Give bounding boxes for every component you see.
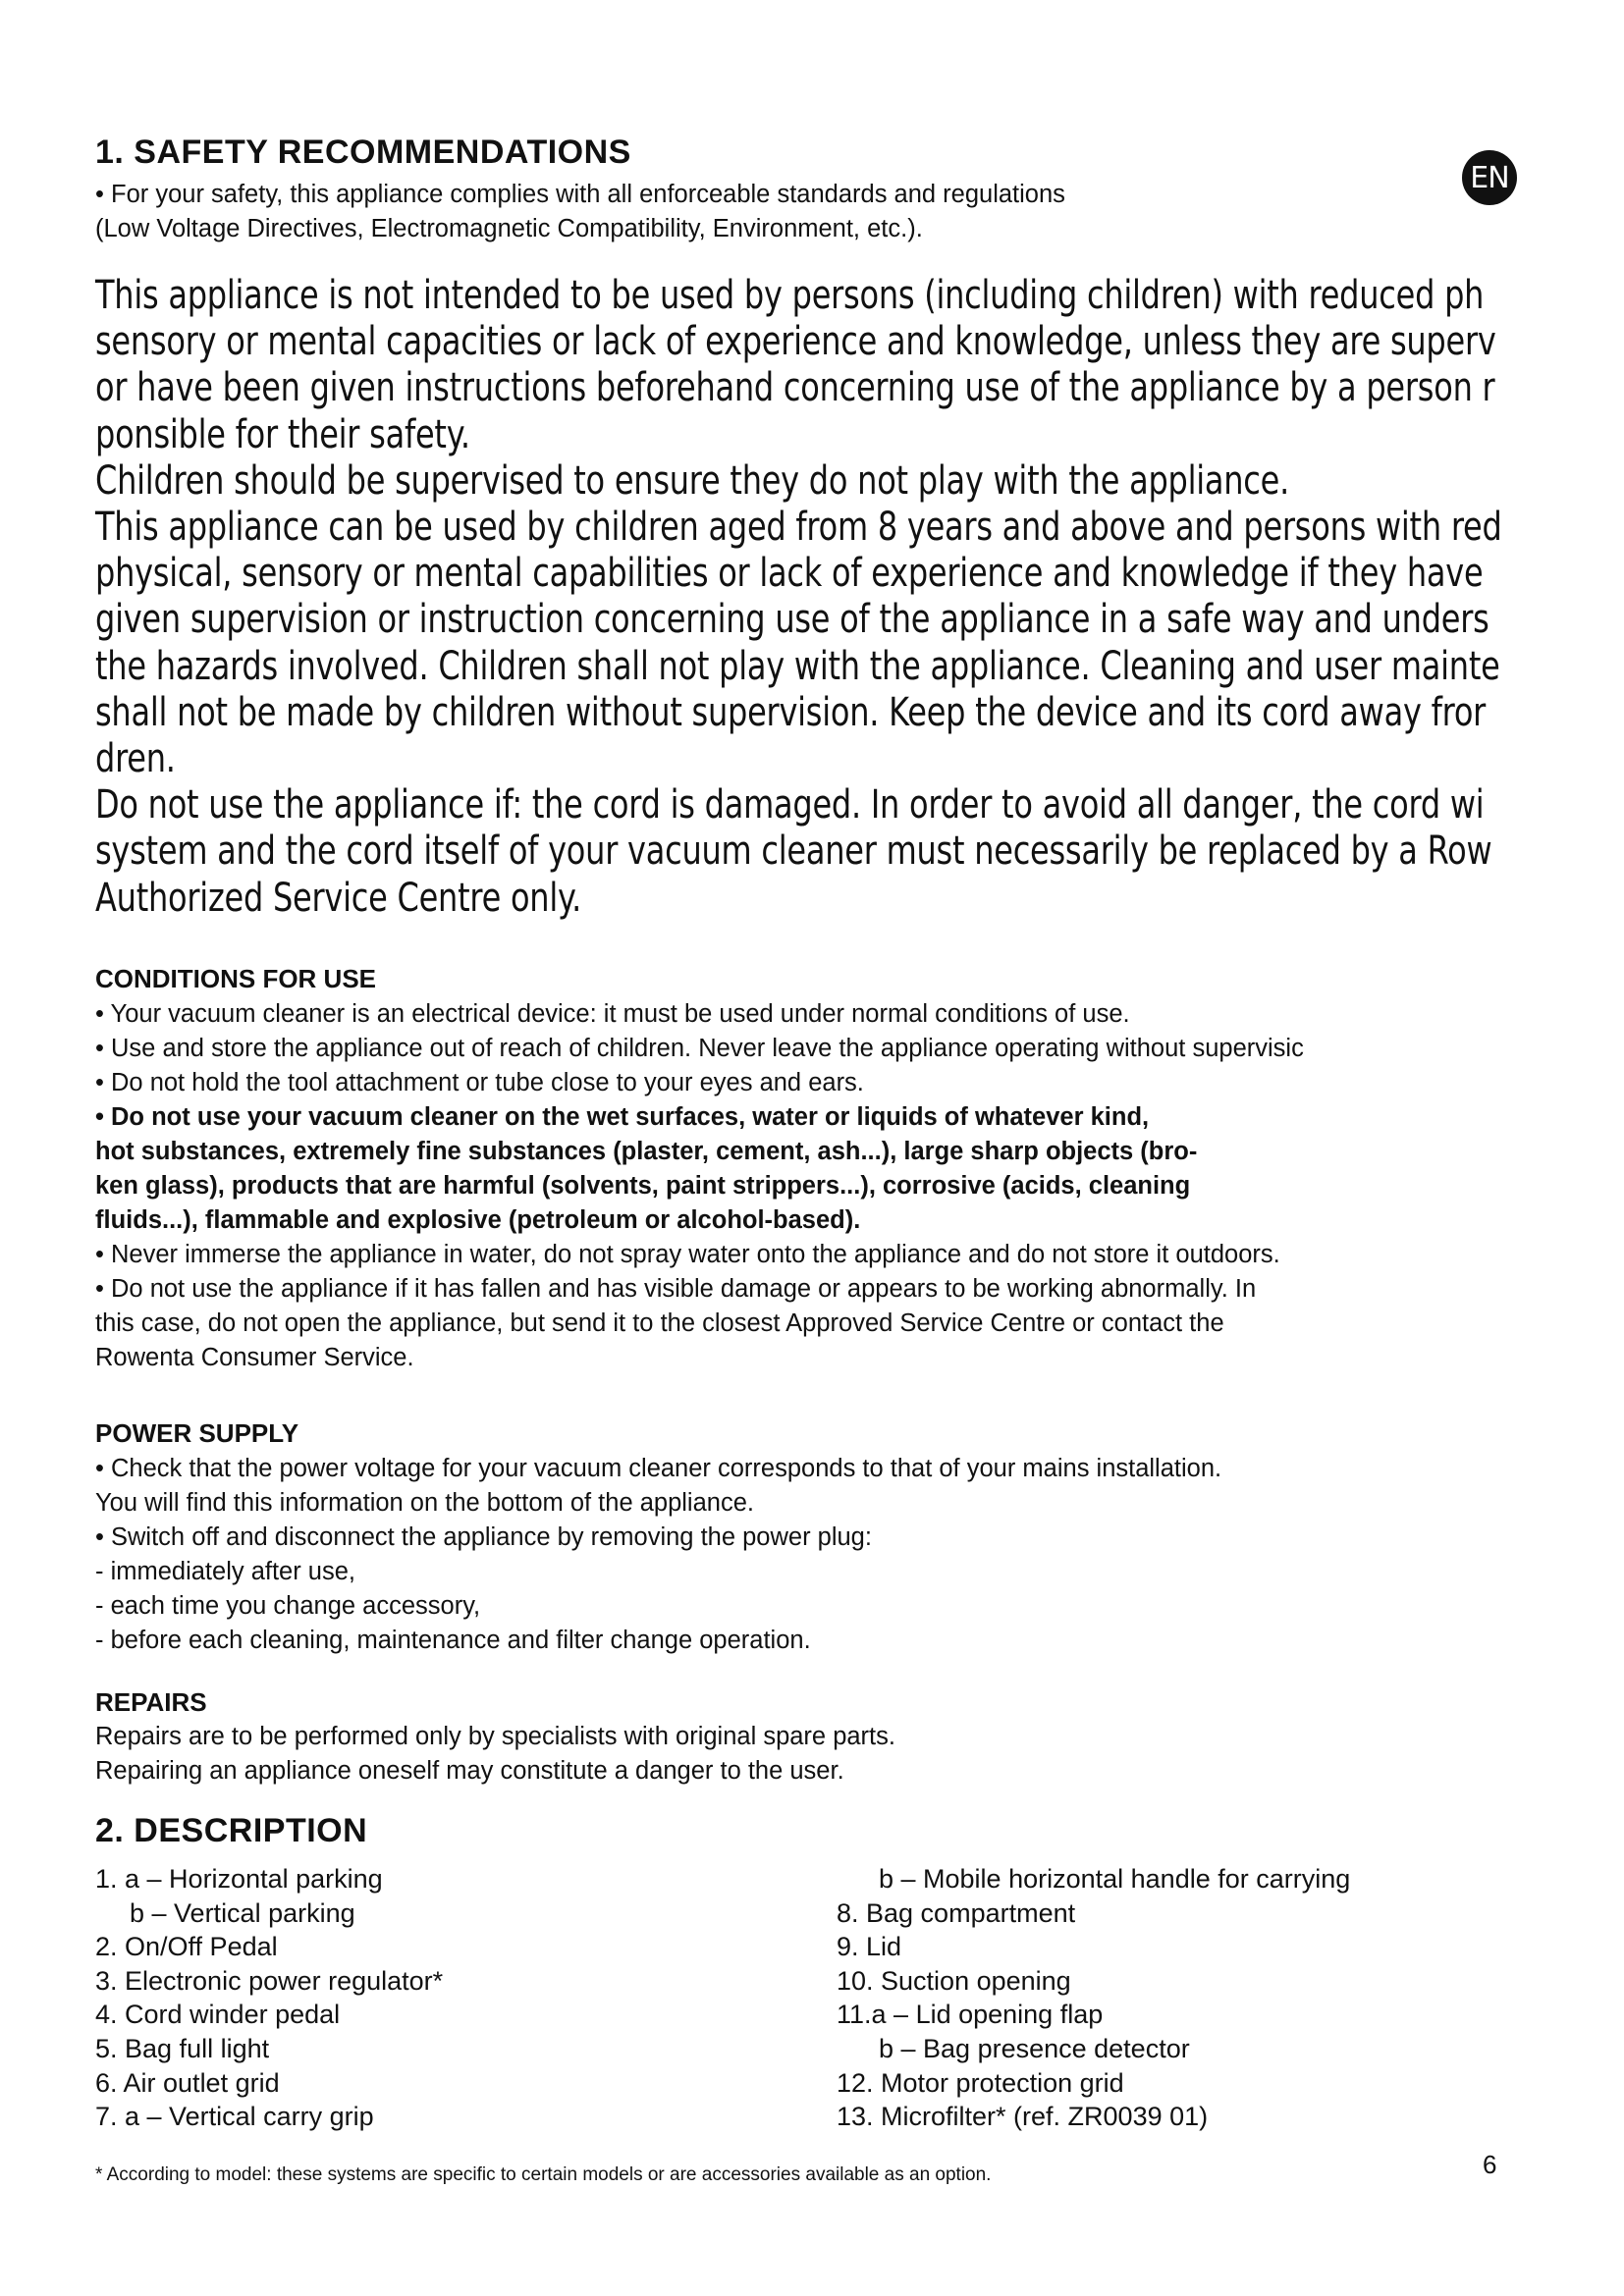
warning-line: system and the cord itself of your vacuum cleaner must necessarily be replaced by a Row xyxy=(95,828,1492,875)
list-item: 10. Suction opening xyxy=(837,1965,1071,1996)
list-item: 5. Bag full light xyxy=(95,2033,270,2063)
list-item: 2. On/Off Pedal xyxy=(95,1932,278,1962)
intro-text xyxy=(95,178,1065,246)
warning-line: or have been given instructions beforehand concerning use of the appliance by a person r xyxy=(95,365,1495,411)
repairs-text xyxy=(95,1720,895,1789)
list-item: 1. a – Horizontal parking xyxy=(95,1864,383,1894)
description-list-right xyxy=(837,1862,1350,2134)
warning-block xyxy=(95,273,1502,922)
warning-line: Children should be supervised to ensure they do not play with the appliance. xyxy=(95,457,1290,504)
repairs-line: Repairing an appliance oneself may constitute a danger to the user. xyxy=(95,1757,844,1785)
conditions-line: Rowenta Consumer Service. xyxy=(95,1344,414,1371)
warning-line: the hazards involved. Children shall not play with the appliance. Cleaning and user mainte xyxy=(95,643,1500,689)
warning-line: Do not use the appliance if: the cord is damaged. In order to avoid all danger, the cord wi xyxy=(95,782,1485,828)
conditions-line-bold: • Do not use your vacuum cleaner on the wet surfaces, water or liquids of whatever kind, xyxy=(95,1103,1150,1131)
repairs-heading: REPAIRS xyxy=(95,1687,207,1717)
section-title-description: 2. DESCRIPTION xyxy=(95,1812,368,1849)
intro-line: (Low Voltage Directives, Electromagnetic Compatibility, Environment, etc.). xyxy=(95,215,923,242)
power-text xyxy=(95,1452,1221,1658)
warning-line: shall not be made by children without supervision. Keep the device and its cord away fror xyxy=(95,689,1487,735)
conditions-line: this case, do not open the appliance, but send it to the closest Approved Service Centre or contact the xyxy=(95,1309,1224,1337)
warning-line: This appliance is not intended to be used by persons (including children) with reduced ph xyxy=(95,273,1485,318)
intro-line: • For your safety, this appliance complies with all enforceable standards and regulations xyxy=(95,181,1065,208)
page-number: 6 xyxy=(1483,2150,1497,2179)
section-title-safety: 1. SAFETY RECOMMENDATIONS xyxy=(95,133,631,171)
list-item: 12. Motor protection grid xyxy=(837,2067,1124,2098)
conditions-line: • Your vacuum cleaner is an electrical device: it must be used under normal conditions of use. xyxy=(95,1000,1130,1028)
conditions-line-bold: hot substances, extremely fine substances (plaster, cement, ash...), large sharp objects (bro- xyxy=(95,1138,1198,1165)
list-item: b – Mobile horizontal handle for carrying xyxy=(879,1864,1351,1894)
power-line: You will find this information on the bottom of the appliance. xyxy=(95,1489,754,1517)
list-item: 9. Lid xyxy=(837,1932,902,1962)
warning-line: sensory or mental capacities or lack of experience and knowledge, unless they are superv xyxy=(95,319,1496,365)
conditions-line-bold: fluids...), flammable and explosive (petroleum or alcohol-based). xyxy=(95,1206,861,1234)
list-item: b – Vertical parking xyxy=(130,1897,355,1928)
repairs-line: Repairs are to be performed only by specialists with original spare parts. xyxy=(95,1723,895,1750)
power-line: - before each cleaning, maintenance and filter change operation. xyxy=(95,1627,811,1654)
conditions-line-bold: ken glass), products that are harmful (solvents, paint strippers...), corrosive (acids, cleaning xyxy=(95,1172,1191,1200)
footnote: * According to model: these systems are specific to certain models or are accessories available as an option. xyxy=(95,2164,992,2185)
description-list-left xyxy=(95,1862,443,2134)
warning-line: ponsible for their safety. xyxy=(95,411,470,457)
warning-line: given supervision or instruction concerning use of the appliance in a safe way and unders xyxy=(95,597,1489,643)
power-line: • Switch off and disconnect the appliance by removing the power plug: xyxy=(95,1523,872,1551)
list-item: 7. a – Vertical carry grip xyxy=(95,2102,374,2132)
warning-line: This appliance can be used by children aged from 8 years and above and persons with red xyxy=(95,505,1502,551)
power-line: • Check that the power voltage for your vacuum cleaner corresponds to that of your mains installation. xyxy=(95,1455,1222,1482)
conditions-heading: CONDITIONS FOR USE xyxy=(95,964,377,993)
list-item: b – Bag presence detector xyxy=(879,2033,1190,2063)
conditions-text xyxy=(95,997,1304,1375)
list-item: 8. Bag compartment xyxy=(837,1897,1076,1928)
power-heading: POWER SUPPLY xyxy=(95,1418,299,1448)
warning-line: Authorized Service Centre only. xyxy=(95,875,582,921)
conditions-line: • Use and store the appliance out of reach of children. Never leave the appliance operating without supervisic xyxy=(95,1035,1304,1062)
list-item: 6. Air outlet grid xyxy=(95,2067,280,2098)
warning-line: physical, sensory or mental capabilities or lack of experience and knowledge if they have xyxy=(95,551,1484,597)
conditions-line: • Never immerse the appliance in water, do not spray water onto the appliance and do not store it outdoors. xyxy=(95,1241,1280,1268)
list-item: 4. Cord winder pedal xyxy=(95,2000,341,2030)
conditions-line: • Do not use the appliance if it has fallen and has visible damage or appears to be working abnormally. In xyxy=(95,1275,1257,1303)
list-item: 3. Electronic power regulator* xyxy=(95,1965,444,1996)
language-badge: EN xyxy=(1462,150,1517,205)
warning-line: dren. xyxy=(95,736,176,782)
power-line: - immediately after use, xyxy=(95,1558,356,1585)
power-line: - each time you change accessory, xyxy=(95,1592,481,1620)
list-item: 13. Microfilter* (ref. ZR0039 01) xyxy=(837,2102,1209,2132)
list-item: 11.a – Lid opening flap xyxy=(837,2000,1104,2030)
conditions-line: • Do not hold the tool attachment or tube close to your eyes and ears. xyxy=(95,1069,864,1096)
